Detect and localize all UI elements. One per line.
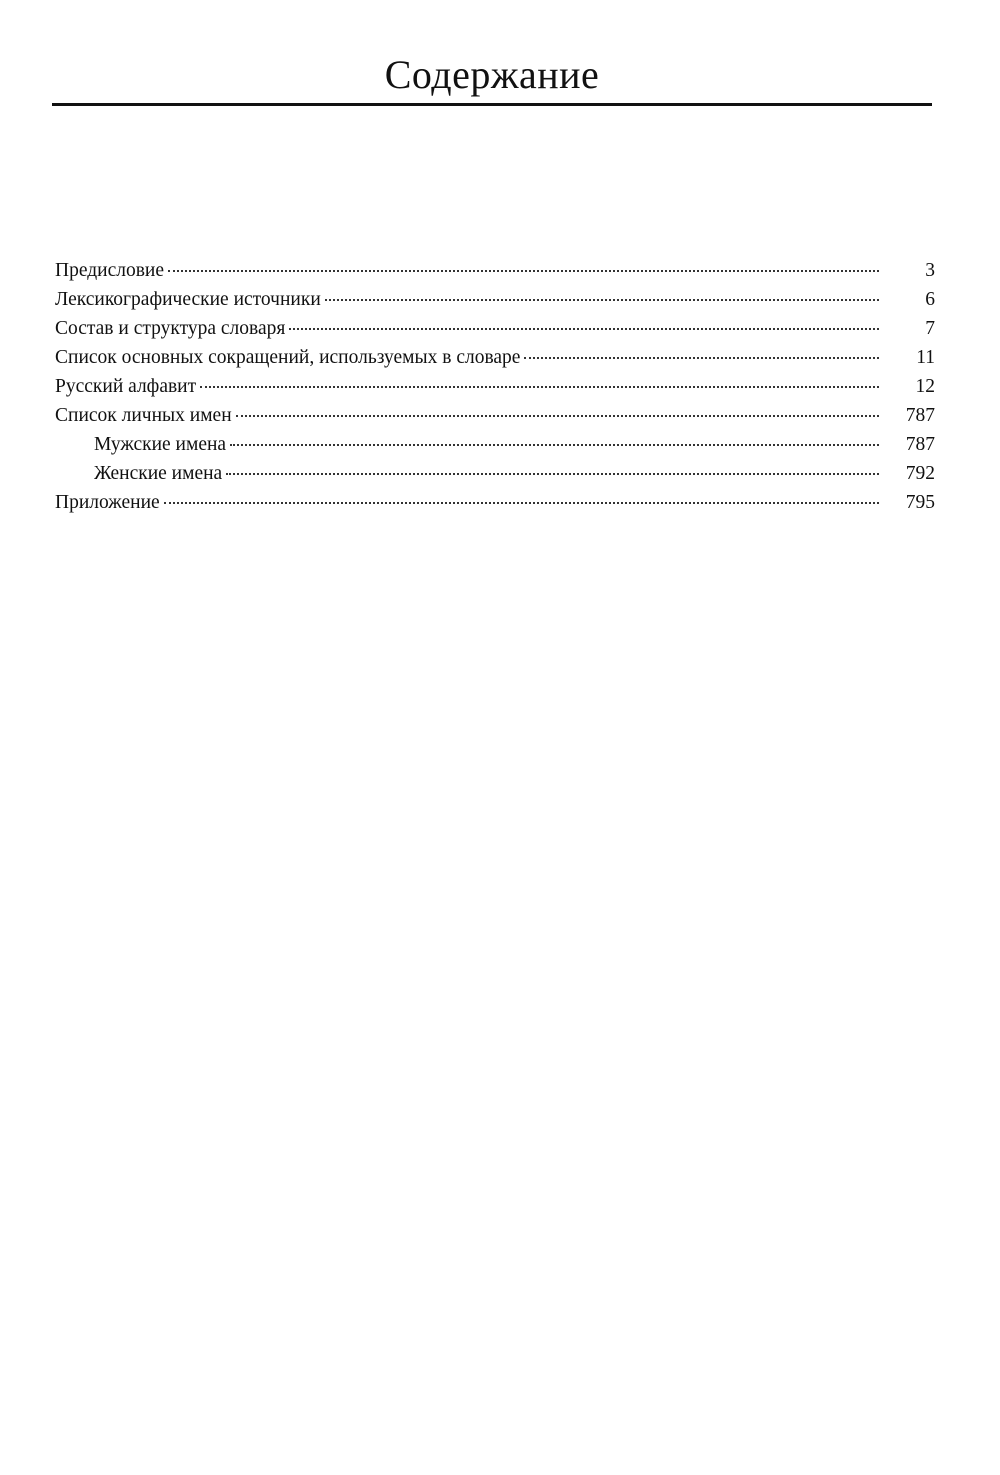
toc-entry-page: 7 — [925, 318, 935, 339]
toc-entry-abbreviations[interactable] — [55, 343, 935, 372]
toc-entry-title: Русский алфавит — [55, 376, 197, 397]
toc-entry-preface[interactable] — [55, 256, 935, 285]
toc-entry-personal-names[interactable] — [55, 401, 935, 430]
dot-leader — [230, 444, 879, 446]
toc-entry-title: Мужские имена — [94, 434, 227, 455]
toc-entry-russian-alphabet[interactable] — [55, 372, 935, 401]
toc-entry-title: Приложение — [55, 492, 160, 513]
toc-entry-page: 12 — [915, 376, 935, 397]
toc-entry-title: Список основных сокращений, используемых в словаре — [55, 347, 521, 368]
toc-entry-male-names[interactable] — [55, 430, 935, 459]
toc-entry-page: 795 — [905, 492, 935, 513]
toc-entry-appendix[interactable] — [55, 488, 935, 517]
toc-entry-page: 11 — [916, 347, 935, 368]
toc-entry-title: Состав и структура словаря — [55, 318, 286, 339]
dot-leader — [325, 299, 879, 301]
toc-entry-title: Список личных имен — [55, 405, 232, 426]
toc-entry-title: Женские имена — [94, 463, 223, 484]
title-rule — [52, 103, 932, 106]
dot-leader — [289, 328, 879, 330]
toc-entry-title: Предисловие — [55, 260, 165, 281]
dot-leader — [168, 270, 879, 272]
dot-leader — [200, 386, 879, 388]
toc-entry-page: 3 — [925, 260, 935, 281]
toc-entry-lexicographic-sources[interactable] — [55, 285, 935, 314]
dot-leader — [236, 415, 879, 417]
toc-entry-female-names[interactable] — [55, 459, 935, 488]
toc-entry-page: 6 — [925, 289, 935, 310]
dot-leader — [226, 473, 879, 475]
toc-entry-title: Лексикографические источники — [55, 289, 321, 310]
toc-entry-page: 792 — [905, 463, 935, 484]
dot-leader — [524, 357, 879, 359]
toc-entry-page: 787 — [905, 405, 935, 426]
dot-leader — [164, 502, 879, 504]
toc-entry-dictionary-structure[interactable] — [55, 314, 935, 343]
table-of-contents — [55, 256, 935, 517]
toc-entry-page: 787 — [905, 434, 935, 455]
page-title: Содержание — [384, 52, 600, 97]
